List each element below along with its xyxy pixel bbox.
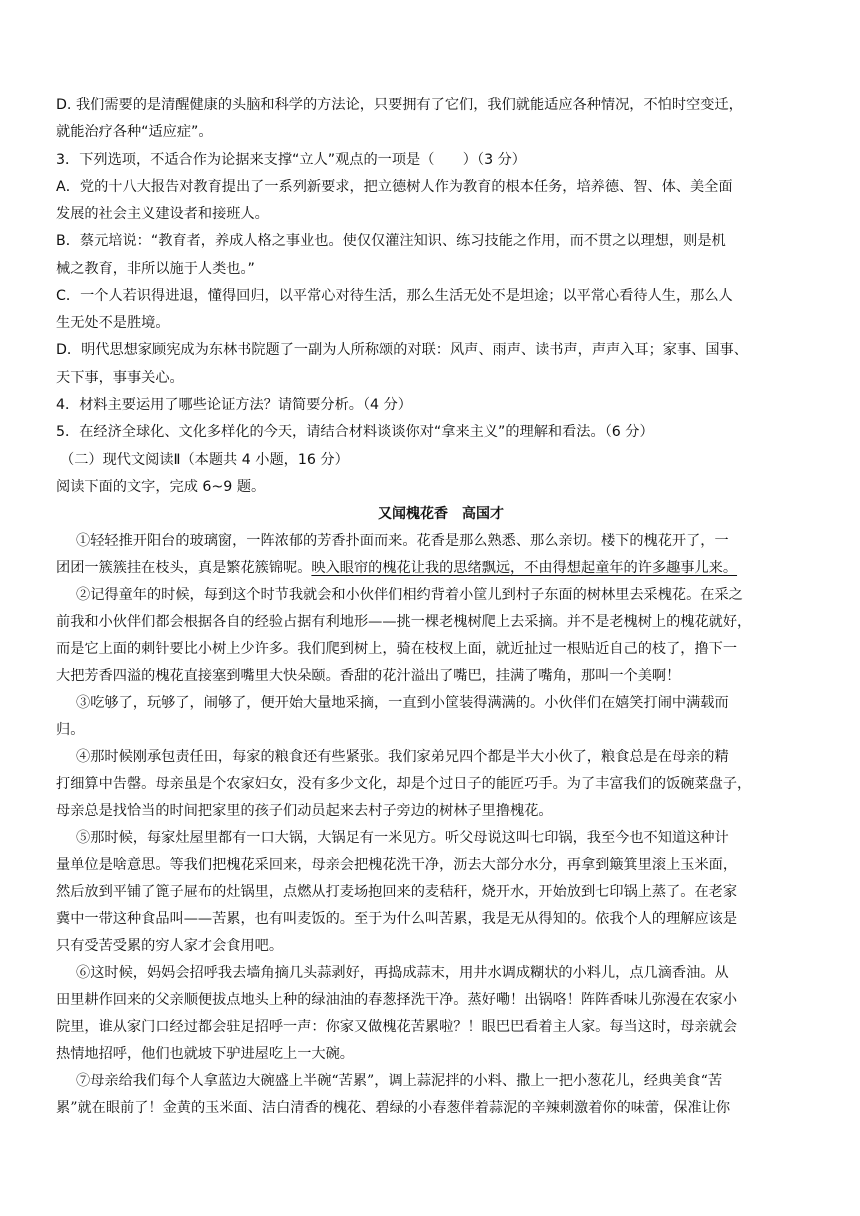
q3-option-d-line2: 天下事，事事关心。 [56,370,184,386]
paragraph-6-line3: 院里，谁从家门口经过都会驻足招呼一声：你家又做槐花苦累啦？！眼巴巴看着主人家。每当这时，母亲就会 [56,1019,738,1035]
paragraph-3-line2: 归。 [56,722,85,738]
article-title: 又闻槐花香 高国才 [378,506,504,522]
section-instruction: 阅读下面的文字，完成 6~9 题。 [56,479,266,495]
paragraph-2-line3: 而是它上面的刺针要比小树上少许多。我们爬到树上，骑在枝杈上面，就近扯过一根贴近自己的枝了，撸下一 [56,641,738,657]
q3-option-b-line2: 械之教育，非所以施于人类也。” [56,261,255,277]
paragraph-7-line2: 累”就在眼前了！金黄的玉米面、洁白清香的槐花、碧绿的小春葱伴着蒜泥的辛辣刺激着你的味蕾，保准让你 [56,1100,731,1116]
paragraph-1-line1: ①轻轻推开阳台的玻璃窗，一阵浓郁的芳香扑面而来。花香是那么熟悉、那么亲切。楼下的槐花开了，一 [76,533,729,549]
question-4: 4．材料主要运用了哪些论证方法？请简要分析。（4 分） [56,397,412,413]
paragraph-5-line2: 量单位是啥意思。等我们把槐花采回来，母亲会把槐花洗干净，沥去大部分水分，再拿到簸箕里滚上玉米面， [56,857,738,873]
paragraph-7-line1: ⑦母亲给我们每个人拿蓝边大碗盛上半碗“苦累”，调上蒜泥拌的小料、撒上一把小葱花儿，经典美食“苦 [76,1073,723,1089]
q2-option-d-line1: D. 我们需要的是清醒健康的头脑和科学的方法论，只要拥有了它们，我们就能适应各种情况，不怕时空变迁， [56,97,743,113]
question-3-stem: 3．下列选项，不适合作为论据来支撑“立人”观点的一项是（ ）（3 分） [56,152,526,168]
section-heading: （二）现代文阅读Ⅱ（本题共 4 小题，16 分） [60,452,349,468]
paragraph-5-line4: 冀中一带这种食品叫——苦累，也有叫麦饭的。至于为什么叫苦累，我是无从得知的。依我个人的理解应该是 [56,911,738,927]
q3-option-c-line2: 生无处不是胜境。 [56,315,170,331]
q3-option-d-line1: D．明代思想家顾宪成为东林书院题了一副为人所称颂的对联：风声、雨声、读书声，声声入耳；家事、国事、 [56,342,748,358]
paragraph-5-line5: 只有受苦受累的穷人家才会食用吧。 [56,938,284,954]
question-5: 5．在经济全球化、文化多样化的今天，请结合材料谈谈你对“拿来主义”的理解和看法。（6 分） [56,424,654,440]
paragraph-4-line3: 母亲总是找恰当的时间把家里的孩子们动员起来去村子旁边的树林子里撸槐花。 [56,803,553,819]
q3-option-b-line1: B．蔡元培说：“教育者，养成人格之事业也。使仅仅灌注知识、练习技能之作用，而不贯之以理想，则是机 [56,233,726,249]
paragraph-2-line4: 大把芳香四溢的槐花直接塞到嘴里大快朵颐。香甜的花汁溢出了嘴巴，挂满了嘴角，那叫一个美啊！ [56,668,681,684]
q2-option-d-line2: 就能治疗各种“适应症”。 [56,124,213,140]
underlined-sentence: 映入眼帘的槐花让我的思绪飘远，不由得想起童年的许多趣事儿来。 [311,560,738,576]
q3-option-c-line1: C．一个人若识得进退，懂得回归，以平常心对待生活，那么生活无处不是坦途；以平常心看待人生，那么人 [56,288,733,304]
paragraph-3-line1: ③吃够了，玩够了，闹够了，便开始大量地采摘，一直到小筐装得满满的。小伙伴们在嬉笑打闹中满载而 [76,695,729,711]
paragraph-6-line4: 热情地招呼，他们也就坡下驴进屋吃上一大碗。 [56,1046,354,1062]
paragraph-6-line2: 田里耕作回来的父亲顺便拔点地头上种的绿油油的春葱择洗干净。蒸好嘞！出锅咯！阵阵香味儿弥漫在农家小 [56,992,738,1008]
paragraph-5-line3: 然后放到平铺了篦子屉布的灶锅里，点燃从打麦场抱回来的麦秸秆，烧开水，开始放到七印锅上蒸了。在老家 [56,884,738,900]
paragraph-1-line2 [56,558,737,578]
paragraph-1-text: 团团一簇簇挂在枝头，真是繁花簇锦呢。 [56,560,312,576]
paragraph-4-line2: 打细算中告罄。母亲虽是个农家妇女，没有多少文化，却是个过日子的能匠巧手。为了丰富我们的饭碗菜盘子， [56,776,752,792]
paragraph-5-line1: ⑤那时候，每家灶屋里都有一口大锅，大锅足有一米见方。听父母说这叫七印锅，我至今也不知道这种计 [76,830,729,846]
paragraph-2-line2: 前我和小伙伴们都会根据各自的经验占据有利地形——挑一棵老槐树爬上去采摘。并不是老槐树上的槐花就好， [56,614,752,630]
paragraph-4-line1: ④那时候刚承包责任田，每家的粮食还有些紧张。我们家弟兄四个都是半大小伙了，粮食总是在母亲的精 [76,749,729,765]
paragraph-2-line1: ②记得童年的时候，每到这个时节我就会和小伙伴们相约背着小筐儿到村子东面的树林里去采槐花。在采之 [76,587,743,603]
q3-option-a-line1: A．党的十八大报告对教育提出了一系列新要求，把立德树人作为教育的根本任务，培养德、智、体、美全面 [56,179,733,195]
paragraph-6-line1: ⑥这时候，妈妈会招呼我去墙角摘几头蒜剥好，再捣成蒜末，用井水调成糊状的小料儿，点几滴香油。从 [76,965,729,981]
q3-option-a-line2: 发展的社会主义建设者和接班人。 [56,206,269,222]
